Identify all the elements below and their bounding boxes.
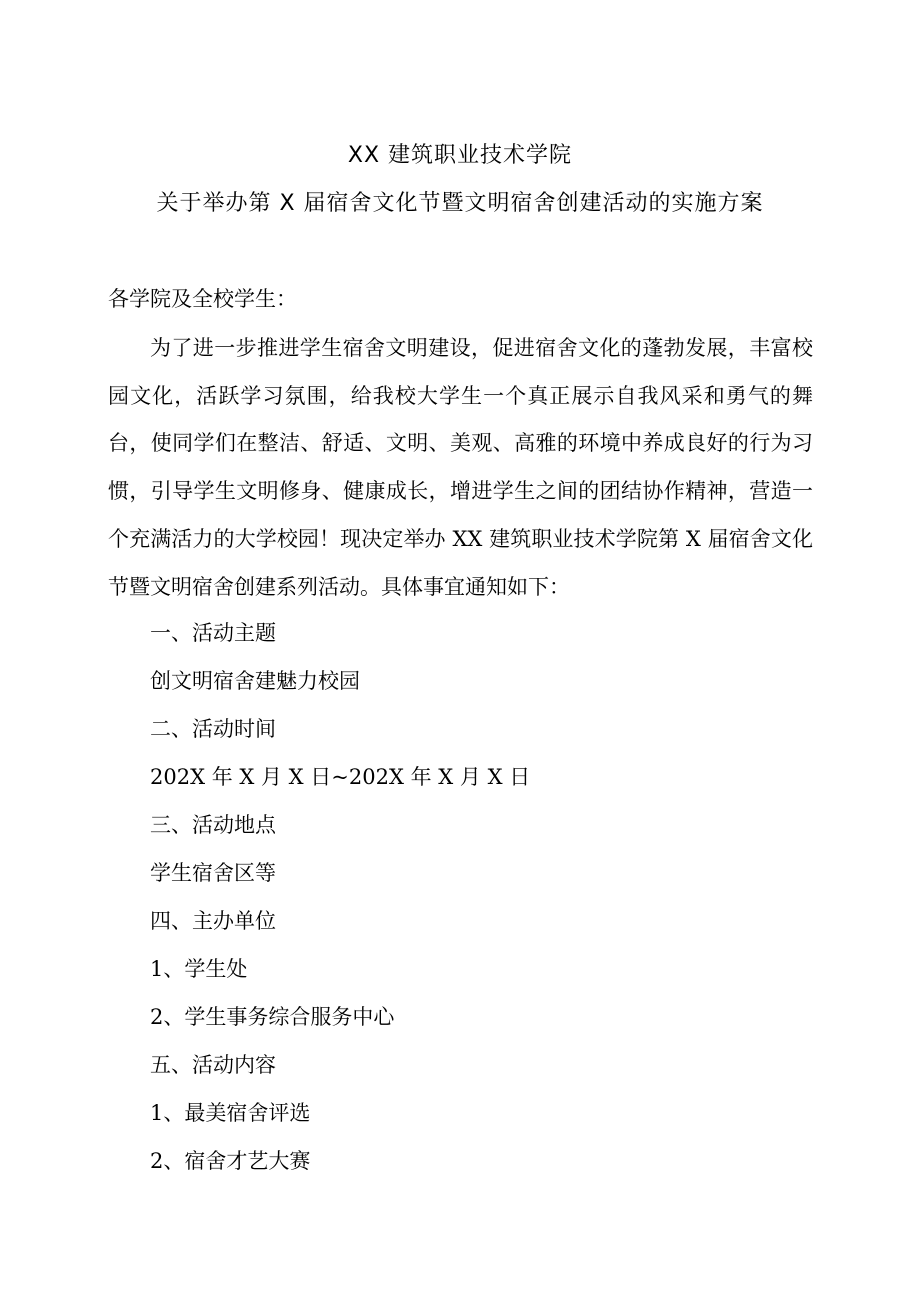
section-heading-content: 五、活动内容 [150, 1053, 276, 1077]
organizer-item: 2、学生事务综合服务中心 [150, 1005, 395, 1029]
intro-paragraph: 为了进一步推进学生宿舍文明建设，促进宿舍文化的蓬勃发展，丰富校园文化，活跃学习氛围，给我校大学生一个真正展示自我风采和勇气的舞台，使同学们在整洁、舒适、文明、美观、高雅的环境中养成良好的行为习惯，引导学生文明修身、健康成长，增进学生之间的团结协作精神，营造一个充满活力的大学校园！现决定举办 XX 建筑职业技术学院第 X 届宿舍文化节暨文明宿舍创建系列活动。具体事宜通知如下： [108, 336, 813, 599]
salutation: 各学院及全校学生： [108, 287, 297, 311]
section-heading-organizers: 四、主办单位 [150, 909, 276, 933]
section-content-location: 学生宿舍区等 [150, 861, 276, 885]
organizer-item: 1、学生处 [150, 957, 248, 981]
section-content-time: 202X 年 X 月 X 日~202X 年 X 月 X 日 [150, 765, 531, 789]
document-title-institution: XX 建筑职业技术学院 [347, 143, 573, 168]
section-heading-time: 二、活动时间 [150, 717, 276, 741]
section-heading-location: 三、活动地点 [150, 813, 276, 837]
section-content-theme: 创文明宿舍建魅力校园 [150, 669, 360, 693]
activity-item: 2、宿舍才艺大赛 [150, 1149, 311, 1173]
activity-item: 1、最美宿舍评选 [150, 1101, 311, 1125]
document-title-plan: 关于举办第 X 届宿舍文化节暨文明宿舍创建活动的实施方案 [156, 191, 764, 216]
section-heading-theme: 一、活动主题 [150, 621, 276, 645]
